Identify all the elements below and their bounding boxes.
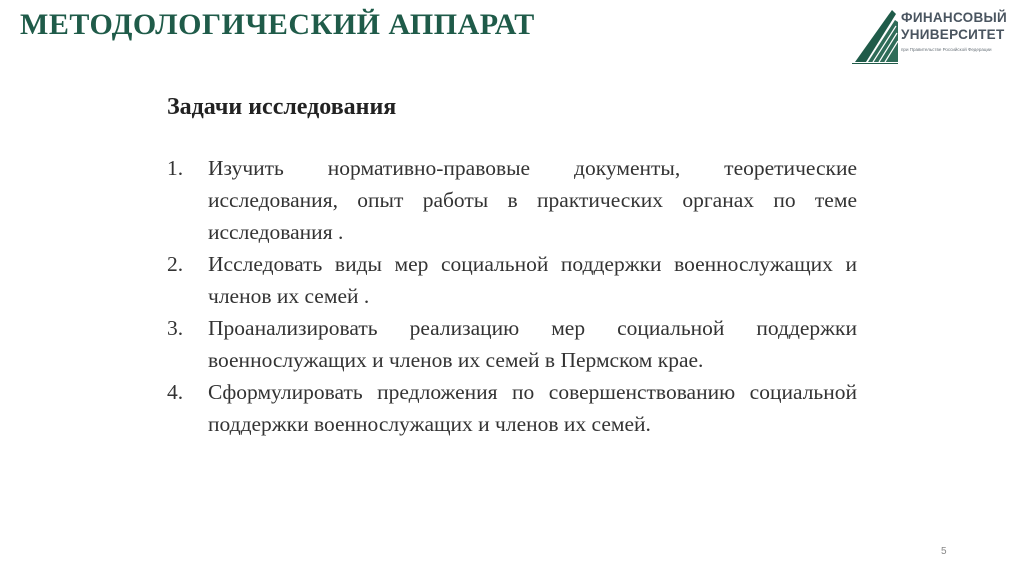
- section-heading: Задачи исследования: [167, 94, 397, 120]
- task-item: [167, 152, 857, 248]
- task-item: [167, 312, 857, 376]
- logo-line-1: ФИНАНСОВЫЙ: [901, 10, 1008, 25]
- task-list: [167, 152, 857, 440]
- task-text: Сформулировать предложения по совершенствованию социальной поддержки военнослужащих и членов их семей.: [208, 380, 857, 436]
- task-number: 2.: [167, 252, 184, 276]
- task-number: 1.: [167, 156, 184, 180]
- task-item: [167, 248, 857, 312]
- task-number: 3.: [167, 316, 184, 340]
- university-logo: [852, 6, 1017, 66]
- logo-subtitle: при Правительстве Российской Федерации: [901, 47, 992, 52]
- task-number: 4.: [167, 380, 184, 404]
- task-text: Изучить нормативно-правовые документы, теоретические исследования, опыт работы в практических органах по теме исследования .: [208, 156, 857, 244]
- page-number: 5: [941, 546, 947, 557]
- task-text: Исследовать виды мер социальной поддержки военнослужащих и членов их семей .: [208, 252, 857, 308]
- slide-title: МЕТОДОЛОГИЧЕСКИЙ АППАРАТ: [20, 8, 535, 41]
- task-text: Проанализировать реализацию мер социальной поддержки военнослужащих и членов их семей в Пермском крае.: [208, 316, 857, 372]
- task-item: [167, 376, 857, 440]
- logo-line-2: УНИВЕРСИТЕТ: [901, 27, 1005, 42]
- building-chevron-logo-icon: [852, 6, 900, 64]
